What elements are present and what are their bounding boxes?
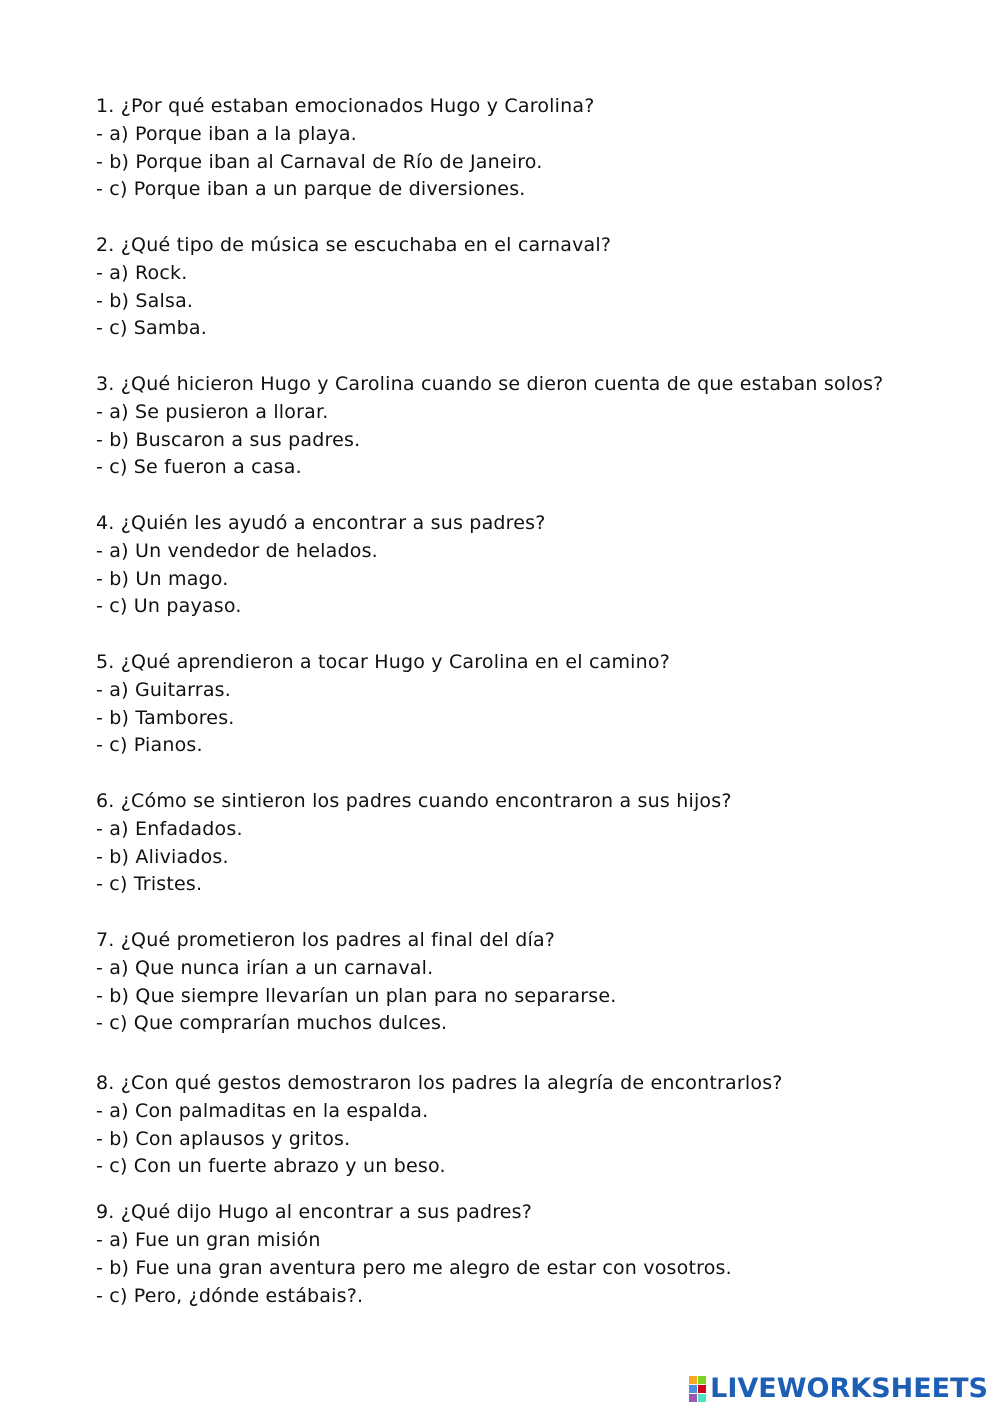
logo-tile [689,1385,697,1393]
question-5 [96,649,976,760]
question-4 [96,510,976,621]
liveworksheets-brand[interactable] [689,1373,988,1404]
question-6 [96,788,976,899]
question-text: 7. ¿Qué prometieron los padres al final del día? [96,928,556,951]
logo-tile [698,1394,706,1402]
answer-option-a[interactable]: - a) Con palmaditas en la espalda. [96,1099,429,1122]
answer-option-b[interactable]: - b) Salsa. [96,289,194,312]
answer-option-a[interactable]: - a) Porque iban a la playa. [96,122,357,145]
answer-option-c[interactable]: - c) Un payaso. [96,595,242,618]
question-text: 1. ¿Por qué estaban emocionados Hugo y Carolina? [96,95,595,117]
question-7 [96,927,976,1038]
logo-tile [689,1394,697,1402]
answer-option-c[interactable]: - c) Porque iban a un parque de diversiones. [96,178,526,201]
answer-option-c[interactable]: - c) Pianos. [96,734,203,757]
answer-option-c[interactable]: - c) Pero, ¿dónde estábais?. [96,1284,364,1307]
question-9 [96,1199,976,1310]
answer-option-c[interactable]: - c) Con un fuerte abrazo y un beso. [96,1155,446,1178]
question-3 [96,371,976,482]
answer-option-a[interactable]: - a) Se pusieron a llorar. [96,400,329,423]
answer-option-b[interactable]: - b) Fue una gran aventura pero me alegro de estar con vosotros. [96,1256,732,1279]
answer-option-c[interactable]: - c) Se fueron a casa. [96,456,302,479]
answer-option-c[interactable]: - c) Samba. [96,317,207,340]
answer-option-a[interactable]: - a) Rock. [96,261,188,284]
brand-wordmark: LIVEWORKSHEETS [710,1373,988,1404]
answer-option-b[interactable]: - b) Que siempre llevarían un plan para no separarse. [96,984,617,1007]
question-text: 4. ¿Quién les ayudó a encontrar a sus padres? [96,511,546,534]
logo-tile [689,1376,697,1384]
liveworksheets-logo-icon [689,1376,706,1402]
answer-option-a[interactable]: - a) Fue un gran misión [96,1229,321,1252]
worksheet [96,93,976,1310]
answer-option-b[interactable]: - b) Buscaron a sus padres. [96,428,361,451]
question-text: 5. ¿Qué aprendieron a tocar Hugo y Carolina en el camino? [96,650,670,673]
question-text: 6. ¿Cómo se sintieron los padres cuando encontraron a sus hijos? [96,789,732,812]
answer-option-c[interactable]: - c) Tristes. [96,873,203,896]
question-8 [96,1070,976,1181]
question-2 [96,232,976,343]
answer-option-a[interactable]: - a) Que nunca irían a un carnaval. [96,956,434,979]
question-1 [96,93,976,204]
logo-tile [698,1376,706,1384]
question-text: 2. ¿Qué tipo de música se escuchaba en el carnaval? [96,233,612,256]
answer-option-b[interactable]: - b) Tambores. [96,706,235,729]
answer-option-c[interactable]: - c) Que comprarían muchos dulces. [96,1012,448,1035]
question-text: 3. ¿Qué hicieron Hugo y Carolina cuando se dieron cuenta de que estaban solos? [96,372,884,395]
answer-option-b[interactable]: - b) Un mago. [96,567,229,590]
answer-option-b[interactable]: - b) Aliviados. [96,845,229,868]
answer-option-b[interactable]: - b) Con aplausos y gritos. [96,1127,351,1150]
answer-option-b[interactable]: - b) Porque iban al Carnaval de Río de Janeiro. [96,150,543,173]
answer-option-a[interactable]: - a) Guitarras. [96,678,231,701]
question-text: 9. ¿Qué dijo Hugo al encontrar a sus padres? [96,1201,533,1224]
logo-tile [698,1385,706,1393]
answer-option-a[interactable]: - a) Enfadados. [96,817,243,840]
answer-option-a[interactable]: - a) Un vendedor de helados. [96,539,378,562]
question-text: 8. ¿Con qué gestos demostraron los padres la alegría de encontrarlos? [96,1072,783,1095]
